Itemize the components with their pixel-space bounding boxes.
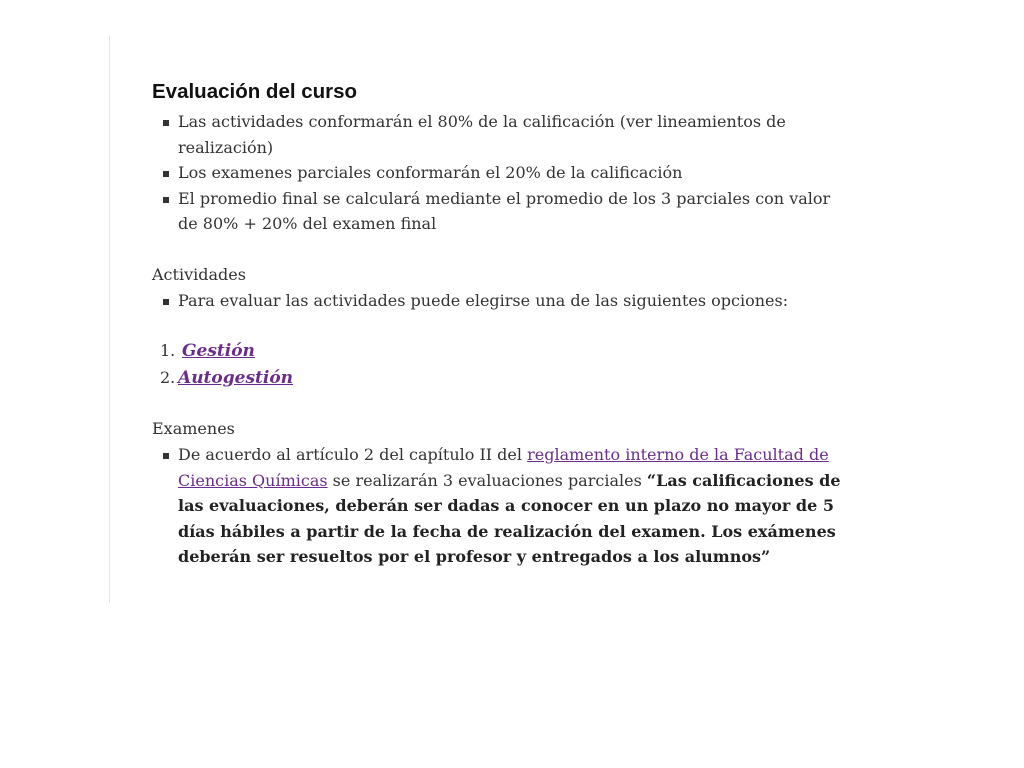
exams-text-middle: se realizarán 3 evaluaciones parciales <box>327 470 647 490</box>
activities-list <box>152 288 852 314</box>
evaluation-list <box>152 109 852 237</box>
list-item <box>178 442 852 570</box>
list-item: Para evaluar las actividades puede elegirse una de las siguientes opciones: <box>178 288 852 314</box>
content-left-border <box>109 36 110 603</box>
list-item: El promedio final se calculará mediante el promedio de los 3 parciales con valor de 80% + 20% del examen final <box>178 186 852 237</box>
gestion-link[interactable]: Gestión <box>182 341 255 362</box>
option-item-autogestion <box>152 365 852 392</box>
list-item: Los examenes parciales conformarán el 20% de la calificación <box>178 160 852 186</box>
list-item: Las actividades conformarán el 80% de la calificación (ver lineamientos de realización) <box>178 109 852 160</box>
exams-heading: Examenes <box>152 419 235 439</box>
options-list <box>152 338 852 391</box>
document-content <box>152 76 852 570</box>
option-number: 1. <box>160 341 176 361</box>
exams-text-prefix: De acuerdo al artículo 2 del capítulo II del <box>178 444 528 464</box>
exams-list <box>152 442 852 570</box>
section-title: Evaluación del curso <box>152 80 358 103</box>
exams-quote: “Las calificaciones de las evaluaciones, deberán ser dadas a conocer en un plazo no mayor de 5 días hábiles a partir de la fecha de realización del examen. Los exámenes deberán ser resueltos por el profesor y entregados a los alumnos” <box>178 470 841 567</box>
autogestion-link[interactable]: Autogestión <box>178 367 294 388</box>
option-number: 2. <box>160 367 176 387</box>
option-item-gestion <box>152 338 852 365</box>
activities-heading: Actividades <box>152 264 246 284</box>
regulation-link[interactable]: reglamento interno de la Facultad de Ciencias Químicas <box>178 444 829 490</box>
